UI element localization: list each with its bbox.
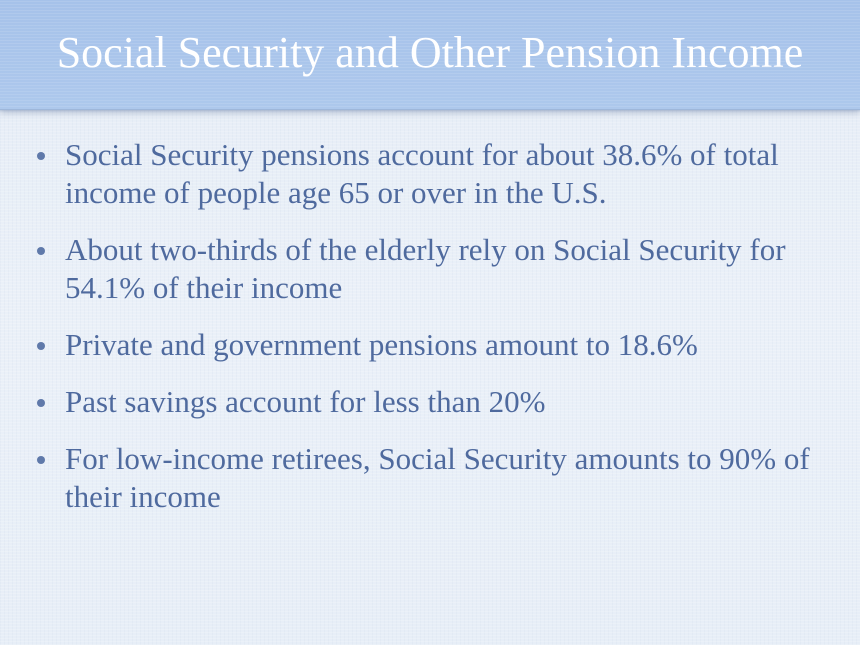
bullet-item <box>36 136 836 212</box>
bullet-item <box>36 440 836 516</box>
bullet-dot-icon <box>37 399 45 407</box>
bullet-text: Private and government pensions amount to 18.6% <box>65 327 698 362</box>
bullet-text: Social Security pensions account for about 38.6% of total income of people age 65 or over in the U.S. <box>65 137 779 210</box>
bullet-dot-icon <box>37 247 45 255</box>
bullet-text: About two-thirds of the elderly rely on Social Security for 54.1% of their income <box>65 232 786 305</box>
bullet-text: Past savings account for less than 20% <box>65 384 546 419</box>
bullet-item <box>36 231 836 307</box>
bullet-item <box>36 383 836 421</box>
slide-title: Social Security and Other Pension Income <box>56 28 804 77</box>
bullet-list <box>36 136 836 535</box>
bullet-text: For low-income retirees, Social Security amounts to 90% of their income <box>65 441 810 514</box>
bullet-dot-icon <box>37 152 45 160</box>
bullet-item <box>36 326 836 364</box>
title-bar <box>0 0 860 110</box>
bullet-dot-icon <box>37 342 45 350</box>
bullet-dot-icon <box>37 456 45 464</box>
